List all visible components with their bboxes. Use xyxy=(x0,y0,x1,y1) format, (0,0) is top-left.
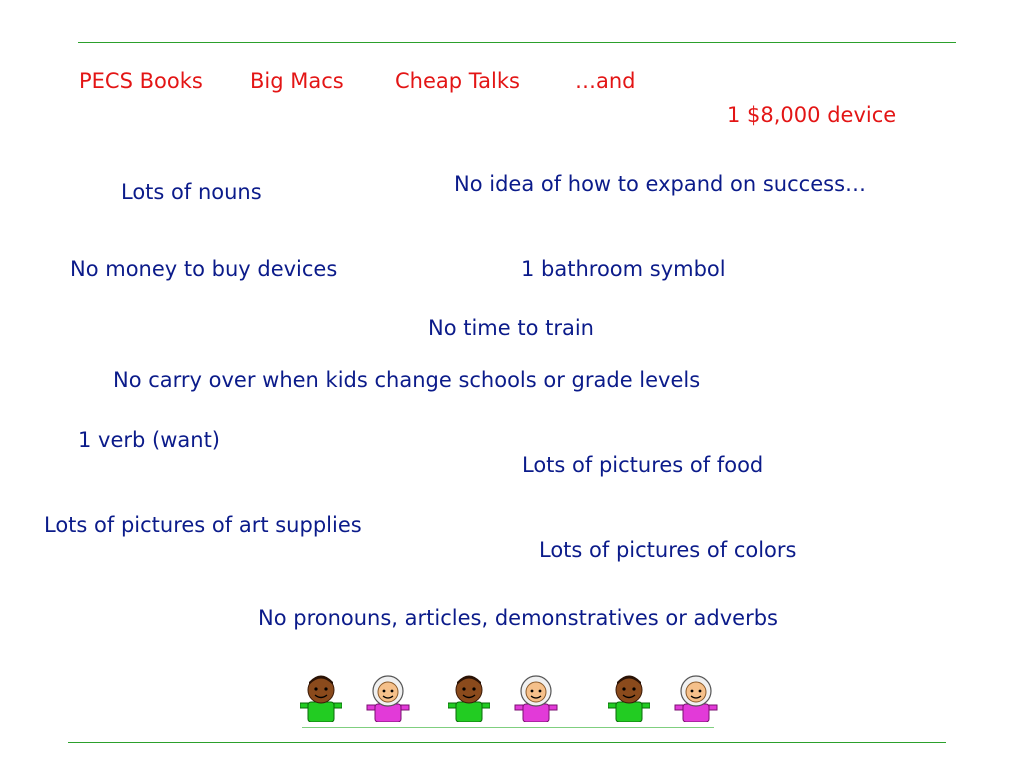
statement-no-pronouns: No pronouns, articles, demonstratives or adverbs xyxy=(258,606,778,630)
clipart-baseline xyxy=(302,727,714,728)
bottom-divider xyxy=(68,742,946,743)
kids-clipart-row xyxy=(296,674,726,726)
top-divider xyxy=(78,42,956,43)
statement-lots-of-nouns: Lots of nouns xyxy=(121,180,262,204)
boy-icon xyxy=(448,674,490,722)
header-item-big-macs: Big Macs xyxy=(250,69,344,93)
statement-one-verb: 1 verb (want) xyxy=(78,428,220,452)
statement-no-money: No money to buy devices xyxy=(70,257,338,281)
statement-pictures-food: Lots of pictures of food xyxy=(522,453,764,477)
boy-icon xyxy=(300,674,342,722)
statement-no-time: No time to train xyxy=(428,316,594,340)
statement-bathroom-symbol: 1 bathroom symbol xyxy=(521,257,726,281)
girl-icon xyxy=(674,674,718,722)
statement-no-carry-over: No carry over when kids change schools or grade levels xyxy=(113,368,701,392)
header-item-pecs-books: PECS Books xyxy=(79,69,203,93)
statement-pictures-art: Lots of pictures of art supplies xyxy=(44,513,362,537)
statement-no-idea-expand: No idea of how to expand on success… xyxy=(454,172,867,196)
girl-icon xyxy=(366,674,410,722)
header-item-and: …and xyxy=(575,69,636,93)
header-item-cheap-talks: Cheap Talks xyxy=(395,69,520,93)
boy-icon xyxy=(608,674,650,722)
statement-pictures-colors: Lots of pictures of colors xyxy=(539,538,797,562)
header-device-line: 1 $8,000 device xyxy=(727,103,897,127)
girl-icon xyxy=(514,674,558,722)
